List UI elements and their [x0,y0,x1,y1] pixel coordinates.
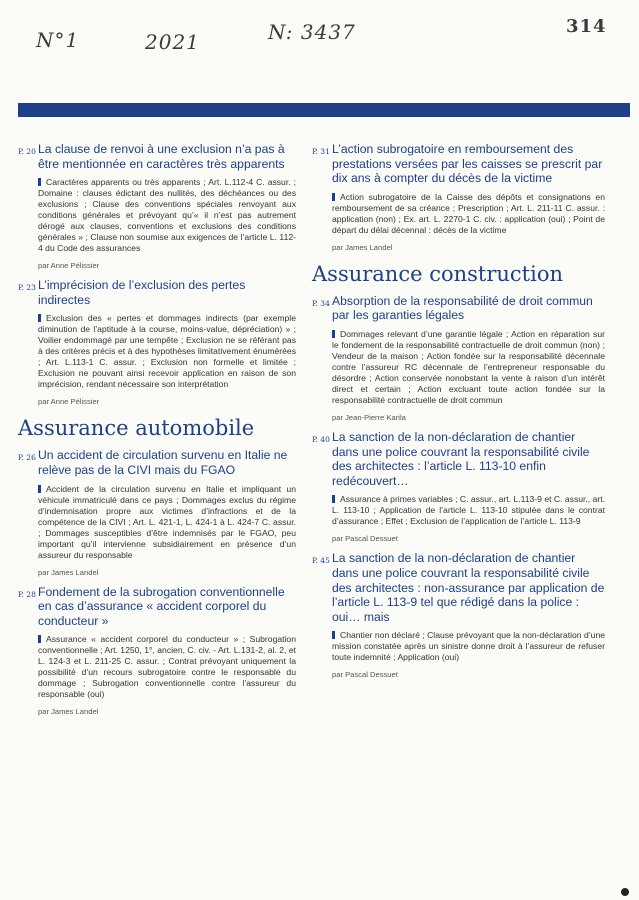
article-header [18,448,296,477]
section-title-automobile: Assurance automobile [18,416,255,441]
article-summary [38,634,296,700]
article-title: La sanction de la non-déclaration de chantier dans une police couvrant la responsabilité civile des architectes : l’article L. 113-10 enfin redécouvert… [332,429,590,488]
article-entry [312,551,605,679]
page-reference: P. 31 [312,147,330,156]
article-author: par Anne Pélissier [38,397,100,407]
left-column [18,142,296,724]
article-summary [332,329,605,406]
handwritten-ref: N: 3437 [268,20,356,44]
summary-text: Caractères apparents ou très apparents ; Art. L.112-4 C. assur. ; Domaine : clauses édictant des nullités, des déchéances ou des exclusions ; Clause des conventions spéciales renvoyant aux conditions générales et prévoyant qu’« il n’est pas autrement dérogé aux clauses, conventions et exclusions des conditions générales » ; Clause non soumise aux exigences de l’article L. 112-4 du Code des assurances [38,177,296,254]
article-author: par James Landel [38,707,99,717]
top-bar [18,103,630,117]
handwritten-no: N°1 [36,28,80,52]
article-summary [38,177,296,254]
right-column [312,142,605,687]
article-entry [18,448,296,576]
summary-bullet-icon [332,330,335,338]
article-title: Fondement de la subrogation conventionnelle en cas d’assurance « accident corporel du conducteur » [38,584,285,628]
article-entry [18,585,296,717]
article-summary [38,313,296,390]
summary-text: Assurance « accident corporel du conducteur » ; Subrogation conventionnelle ; Art. 1250, 1°, ancien, C. civ. - Art. L.131-2, al. 2, et L. 124-3 et L. 211-25 C. assur. ; Contrat prévoyant uniquement la possibilité d’un recours subrogatoire contre le responsable du dommage ; Subrogation conventionnelle contre l’assureur du responsable (oui) [38,634,296,700]
right-articles-bottom [312,294,605,680]
summary-bullet-icon [332,193,335,201]
article-entry [312,430,605,543]
article-header [312,294,605,323]
page-reference: P. 45 [312,556,330,566]
article-title: Un accident de circulation survenu en Italie ne relève pas de la CIVI mais du FGAO [38,448,288,477]
article-author: par James Landel [38,567,99,577]
page-reference: P. 26 [18,453,36,463]
article-entry [18,142,296,270]
article-header [312,430,605,488]
article-entry [312,294,605,422]
page-reference: P. 40 [312,434,330,444]
article-summary [332,630,605,663]
summary-text: Chantier non déclaré ; Clause prévoyant que la non-déclaration d’une mission constatée après un sinistre donne droit à l’assureur de refuser toute indemnité ; Application (oui) [332,630,605,663]
page-dot [621,888,629,896]
article-author: par Pascal Dessuet [332,534,398,544]
article-header [18,278,296,307]
article-title: La sanction de la non-déclaration de chantier dans une police couvrant la responsabilité civile des architectes : non-assurance par application de l’article L. 113-9 tel que rédigé dans la police : oui… mais [332,551,605,624]
summary-bullet-icon [332,495,335,503]
article-author: par James Landel [332,242,393,252]
article-author: par Pascal Dessuet [332,670,398,680]
right-articles-top [312,142,605,252]
summary-text: Action subrogatoire de la Caisse des dépôts et consignations en remboursement de sa créance ; Prescription ; Art. L. 211-11 C. assur. : application (non) ; Ex. art. L. 2270-1 C. civ. : application (oui) ; Point de départ du délai décennal : décès de la victime [332,191,605,235]
article-entry [312,142,605,252]
summary-bullet-icon [332,631,335,639]
article-entry [18,278,296,406]
page-reference: P. 34 [312,298,330,308]
page-reference: P. 28 [18,589,36,599]
article-summary [38,484,296,561]
article-title: Absorption de la responsabilité de droit commun par les garanties légales [332,293,593,323]
page-reference: P. 20 [18,147,36,156]
article-author: par Anne Pélissier [38,261,100,271]
article-header [312,551,605,624]
article-summary [332,192,605,236]
summary-bullet-icon [38,314,41,322]
article-title: La clause de renvoi à une exclusion n’a pas à être mentionnée en caractères très apparents [38,142,285,171]
left-articles-bottom [18,448,296,716]
article-title: L’imprécision de l’exclusion des pertes indirectes [38,278,246,307]
summary-text: Assurance à primes variables ; C. assur., art. L.113-9 et C. assur., art. L. 113-10 ; Application de l’article L. 113-10 stipulée dans le contrat d’assurance ; Effet ; Exclusion de l’application de l’article L. 113-9 [332,494,605,527]
summary-text: Accident de la circulation survenu en Italie et impliquant un véhicule immatriculé dans ce pays ; Dommages exclus du régime d’indemnisation propre aux victimes d’infractions et de la compétence de la CIVI ; Art. L. 421-1, L. 424-1 à L. 424-7 C. assur. ; Dommages susceptibles d’être indemnisés par le FGAO, peu important qu’il intervienne subsidiairement en présence d’un assureur du responsable [38,483,296,560]
summary-bullet-icon [38,178,41,186]
article-header [18,585,296,629]
article-author: par Jean-Pierre Karila [332,412,406,422]
page-reference: P. 23 [18,283,36,293]
article-title: L’action subrogatoire en remboursement des prestations versées par les caisses se prescrit par dix ans à compter du décès de la victime [332,142,603,186]
handwritten-page: 314 [566,16,607,37]
article-header [18,142,296,171]
summary-bullet-icon [38,485,41,493]
summary-text: Exclusion des « pertes et dommages indirects (par exemple diminution de l’aptitude à la course, moins-value, dépréciation) » ; Voilier endommagé par une tempête ; Exclusion ne se référant pas à des critères précis et à des hypothèses limitativement énumérées ; Art. L.113-1 C. assur. ; Exclusion non formelle et limitée ; Exclusion ne pouvant ainsi recevoir application en raison de son imprécision, rendant nécessaire son interprétation [38,313,296,390]
article-header [312,142,605,186]
summary-bullet-icon [38,635,41,643]
handwritten-year: 2021 [145,30,200,54]
section-title-construction: Assurance construction [312,261,563,286]
article-summary [332,494,605,527]
summary-text: Dommages relevant d’une garantie légale ; Action en réparation sur le fondement de la responsabilité contractuelle de droit commun (non) ; Vendeur de la maison ; Action fondée sur la responsabilité décennale contre l’assureur RC décennale de l’entrepreneur responsable du désordre ; Action conservée nonobstant la vente à raison d’un intérêt direct et certain ; Action excluant toute action fondée sur la responsabilité contractuelle de droit commun [332,328,605,405]
left-articles-top [18,142,296,406]
